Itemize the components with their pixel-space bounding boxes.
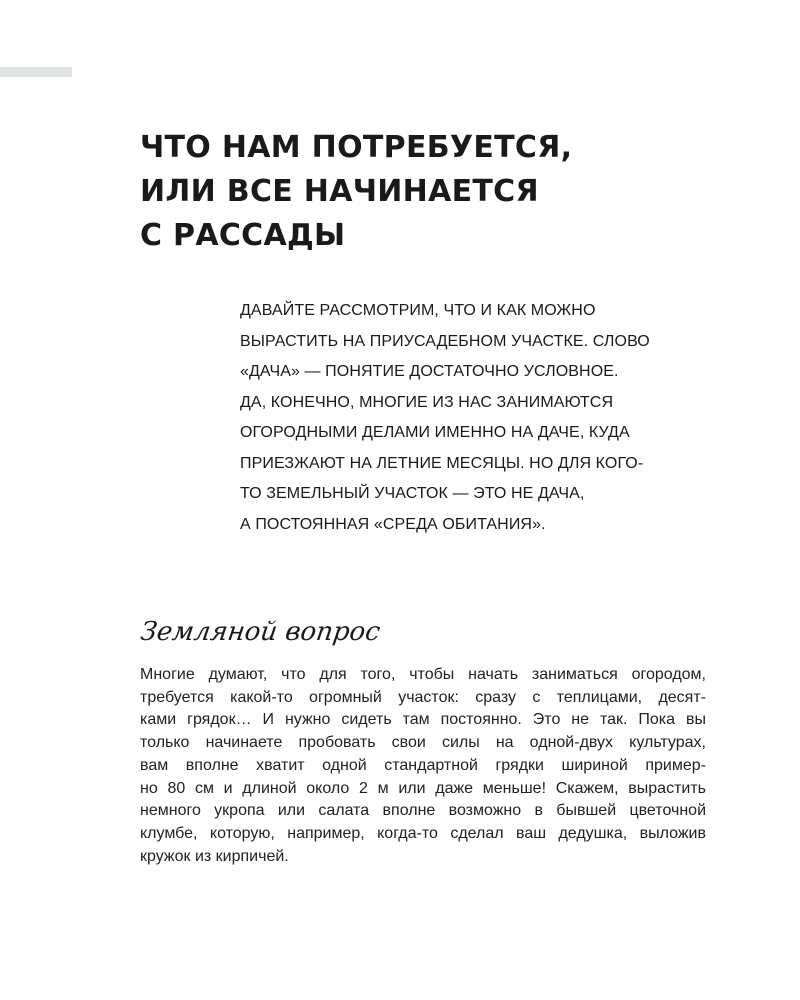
body-line: немного укропа или салата вполне возможно в бывшей цветочной — [140, 802, 706, 820]
chapter-title-line: С РАССАДЫ — [140, 218, 346, 253]
body-line: вам вполне хватит одной стандартной грядки шириной пример- — [140, 756, 706, 774]
intro-line: ТО ЗЕМЕЛЬНЫЙ УЧАСТОК — ЭТО НЕ ДАЧА, — [240, 485, 585, 502]
body-line: только начинаете пробовать свои силы на одной-двух культурах, — [140, 734, 706, 752]
body-line: кружок из кирпичей. — [140, 847, 289, 865]
corner-decoration-bar — [0, 67, 72, 77]
body-line: Многие думают, что для того, чтобы начать заниматься огородом, — [140, 666, 706, 683]
chapter-title-line: ИЛИ ВСЕ НАЧИНАЕТСЯ — [140, 174, 539, 209]
intro-paragraph — [240, 296, 700, 540]
section-body-paragraph — [140, 664, 706, 868]
body-line: клумбе, которую, например, когда-то сделал ваш дедушка, выложив — [140, 824, 706, 842]
intro-line: ДАВАЙТЕ РАССМОТРИМ, ЧТО И КАК МОЖНО — [240, 302, 596, 319]
chapter-title-line: ЧТО НАМ ПОТРЕБУЕТСЯ, — [140, 130, 573, 165]
intro-line: ПРИЕЗЖАЮТ НА ЛЕТНИЕ МЕСЯЦЫ. НО ДЛЯ КОГО- — [240, 454, 644, 472]
intro-line: ДА, КОНЕЧНО, МНОГИЕ ИЗ НАС ЗАНИМАЮТСЯ — [240, 393, 614, 411]
body-line: ками грядок… И нужно сидеть там постоянно. Это не так. Пока вы — [140, 711, 706, 729]
section-heading: Земляной вопрос — [138, 617, 383, 647]
intro-line: «ДАЧА» — ПОНЯТИЕ ДОСТАТОЧНО УСЛОВНОЕ. — [240, 363, 619, 380]
body-line: но 80 см и длиной около 2 м или даже меньше! Скажем, вырастить — [140, 779, 706, 797]
chapter-title — [140, 126, 700, 258]
intro-line: ВЫРАСТИТЬ НА ПРИУСАДЕБНОМ УЧАСТКЕ. СЛОВО — [240, 332, 650, 350]
intro-line: А ПОСТОЯННАЯ «СРЕДА ОБИТАНИЯ». — [240, 515, 546, 533]
intro-line: ОГОРОДНЫМИ ДЕЛАМИ ИМЕННО НА ДАЧЕ, КУДА — [240, 424, 630, 441]
body-line: требуется какой-то огромный участок: сразу с теплицами, десят- — [140, 688, 706, 706]
